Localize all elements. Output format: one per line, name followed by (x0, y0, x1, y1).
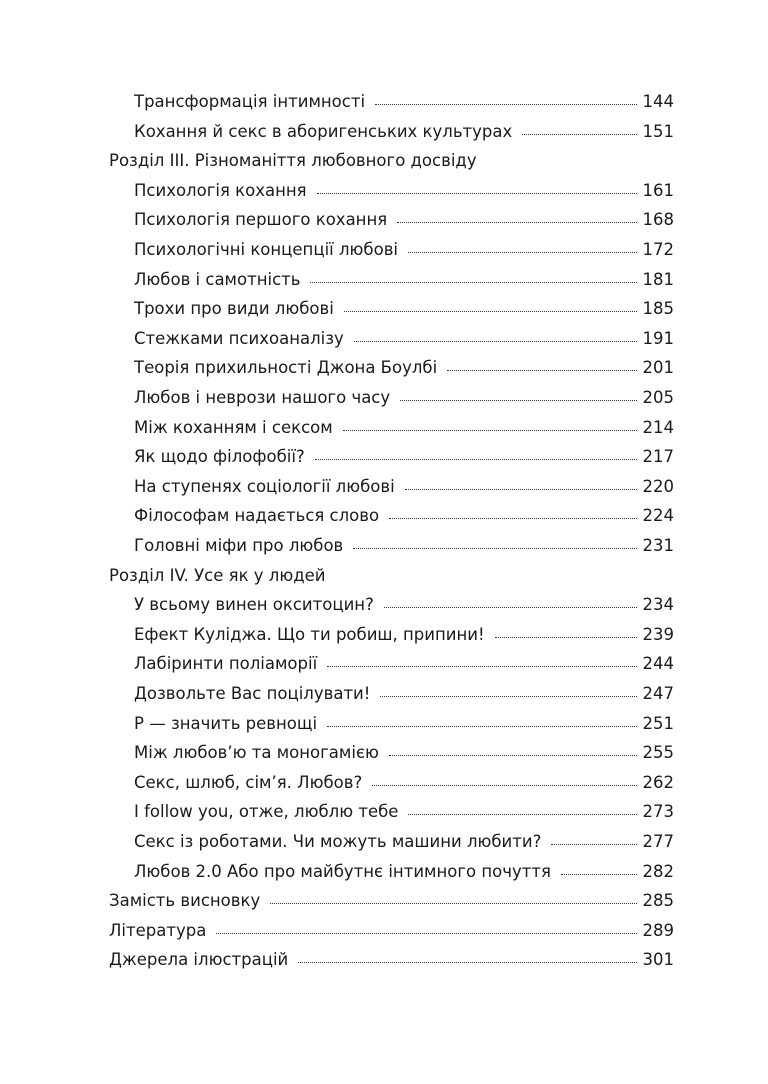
toc-entry[interactable] (134, 769, 674, 797)
dot-leader (343, 429, 637, 431)
toc-entry-title: Психологія першого кохання (134, 210, 388, 229)
toc-page-number: 217 (642, 447, 674, 466)
toc-entry-title: У всьому винен окситоцин? (134, 595, 374, 614)
dot-leader (405, 488, 637, 490)
dot-leader (551, 843, 636, 845)
toc-entry-title: Любов і неврози нашого часу (134, 388, 391, 407)
toc-entry[interactable] (134, 88, 674, 116)
toc-page-number: 205 (642, 388, 674, 407)
dot-leader (353, 547, 636, 549)
toc-entry-title: Між любов’ю та моногамією (134, 743, 379, 762)
toc-entry-title: Теорія прихильності Джона Боулбі (134, 358, 438, 377)
toc-page-number: 220 (642, 477, 674, 496)
toc-page-number: 251 (642, 714, 674, 733)
toc-entry[interactable] (134, 414, 674, 442)
toc-entry-title: Головні міфи про любов (134, 536, 344, 555)
toc-entry[interactable] (134, 354, 674, 382)
section-heading: Розділ III. Різноманіття любовного досвіду (109, 151, 477, 170)
dot-leader (344, 310, 637, 312)
toc-page-number: 151 (642, 122, 674, 141)
toc-page-number: 201 (642, 358, 674, 377)
toc-entry-title: На ступенях соціології любові (134, 477, 395, 496)
toc-entry[interactable] (134, 295, 674, 323)
toc-page-number: 161 (642, 181, 674, 200)
dot-leader (317, 192, 637, 194)
toc-page-number: 285 (642, 891, 674, 910)
toc-page-number: 301 (642, 950, 674, 969)
dot-leader (216, 932, 636, 934)
toc-entry-title: Любов 2.0 Або про майбутнє інтимного почуття (134, 862, 551, 881)
toc-entry-title: Джерела ілюстрацій (109, 950, 289, 969)
toc-entry-title: Замість висновку (109, 891, 261, 910)
toc-entry[interactable] (134, 858, 674, 886)
toc-entry[interactable] (134, 502, 674, 530)
dot-leader (447, 369, 636, 371)
dot-leader (380, 695, 636, 697)
toc-page-number: 185 (642, 299, 674, 318)
toc-entry[interactable] (134, 384, 674, 412)
dot-leader (384, 606, 637, 608)
toc-entry-title: Любов і самотність (134, 270, 301, 289)
toc-page-number: 277 (642, 832, 674, 851)
toc-entry[interactable] (134, 680, 674, 708)
toc-page-number: 234 (642, 595, 674, 614)
toc-entry-title: Стежками психоаналізу (134, 329, 344, 348)
toc-entry[interactable] (134, 206, 674, 234)
toc-page-number: 224 (642, 506, 674, 525)
toc-entry[interactable] (134, 325, 674, 353)
toc-page-number: 168 (642, 210, 674, 229)
toc-entry-top[interactable] (109, 946, 674, 974)
toc-entry[interactable] (134, 443, 674, 471)
toc-entry-title: Література (109, 921, 207, 940)
dot-leader (400, 399, 636, 401)
toc-entry[interactable] (134, 266, 674, 294)
toc-page-number: 273 (642, 802, 674, 821)
toc-page-number: 181 (642, 270, 674, 289)
toc-page-number: 144 (642, 92, 674, 111)
toc-entry[interactable] (134, 473, 674, 501)
toc-page-number: 289 (642, 921, 674, 940)
dot-leader (495, 636, 637, 638)
toc-page-number: 255 (642, 743, 674, 762)
toc-entry[interactable] (134, 177, 674, 205)
toc-entry-title: Трохи про види любові (134, 299, 334, 318)
toc-page-number: 239 (642, 625, 674, 644)
dot-leader (327, 665, 636, 667)
toc-entry-title: Трансформація інтимності (134, 92, 366, 111)
toc-entry-title: Психологія кохання (134, 181, 307, 200)
dot-leader (408, 251, 637, 253)
toc-entry[interactable] (134, 828, 674, 856)
toc-page-number: 172 (642, 240, 674, 259)
toc-entry[interactable] (134, 532, 674, 560)
toc-entry[interactable] (134, 591, 674, 619)
toc-entry-title: Кохання й секс в аборигенських культурах (134, 122, 513, 141)
dot-leader (372, 784, 636, 786)
toc-page-number: 244 (642, 654, 674, 673)
toc-entry-title: Ефект Куліджа. Що ти робиш, припини! (134, 625, 485, 644)
toc-page-number: 231 (642, 536, 674, 555)
toc-entry-title: Секс, шлюб, сім’я. Любов? (134, 773, 363, 792)
toc-entry-title: Р — значить ревнощі (134, 714, 318, 733)
toc-page-number: 247 (642, 684, 674, 703)
dot-leader (389, 754, 637, 756)
toc-entry-title: Дозвольте Вас поцілувати! (134, 684, 371, 703)
toc-entry-title: Психологічні концепції любові (134, 240, 398, 259)
toc-entry-title: Між коханням і сексом (134, 418, 333, 437)
toc-entry-top[interactable] (109, 887, 674, 915)
toc-entry[interactable] (134, 798, 674, 826)
dot-leader (408, 813, 636, 815)
section-heading: Розділ IV. Усе як у людей (109, 566, 326, 585)
toc-entry-title: Як щодо філофобії? (134, 447, 305, 466)
toc-page-number: 191 (642, 329, 674, 348)
dot-leader (561, 873, 637, 875)
toc-page-number: 282 (642, 862, 674, 881)
toc-page-number: 262 (642, 773, 674, 792)
toc-entry-title: Секс із роботами. Чи можуть машини любити? (134, 832, 542, 851)
toc-entry[interactable] (134, 650, 674, 678)
toc-entry[interactable] (134, 236, 674, 264)
toc-entry[interactable] (134, 621, 674, 649)
toc-entry-title: I follow you, отже, люблю тебе (134, 802, 399, 821)
dot-leader (354, 340, 637, 342)
toc-entry[interactable] (134, 118, 674, 146)
dot-leader (397, 221, 636, 223)
dot-leader (327, 725, 636, 727)
toc-page-number: 214 (642, 418, 674, 437)
dot-leader (270, 902, 636, 904)
dot-leader (315, 458, 637, 460)
toc-entry-title: Філософам надається слово (134, 506, 380, 525)
dot-leader (310, 281, 636, 283)
dot-leader (522, 133, 636, 135)
dot-leader (389, 517, 636, 519)
toc-entry[interactable] (134, 739, 674, 767)
toc-entry[interactable] (134, 710, 674, 738)
toc-entry-title: Лабіринти поліаморії (134, 654, 318, 673)
dot-leader (298, 961, 636, 963)
toc-entry-top[interactable] (109, 917, 674, 945)
dot-leader (375, 103, 636, 105)
